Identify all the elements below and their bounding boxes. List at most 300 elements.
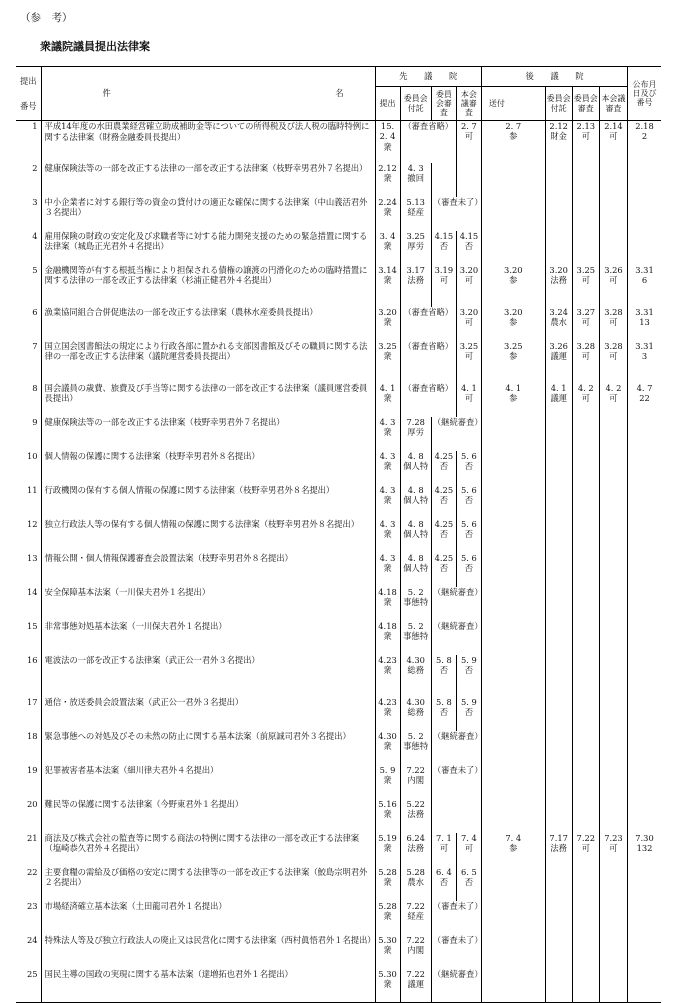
sh-committee-rev-cell: [572, 587, 599, 621]
bill-number: 9: [16, 417, 41, 451]
fh-committee-rev-cell: 4.25 否: [431, 485, 456, 519]
sh-committee-ref-cell: [545, 417, 572, 451]
sh-send-cell: [481, 731, 545, 765]
bill-number: 19: [16, 765, 41, 799]
sh-committee-rev-header: 委員会審査: [572, 87, 599, 121]
sh-committee-ref-cell: [545, 451, 572, 485]
sh-send-cell: [481, 935, 545, 969]
sh-committee-rev-cell: [572, 231, 599, 265]
sh-committee-rev-cell: 7.22 可: [572, 833, 599, 867]
fh-committee-ref-cell: 5.13 経産: [400, 197, 431, 231]
sh-plenary-cell: [599, 197, 627, 231]
table-row: [16, 969, 661, 1003]
fh-plenary-cell: [456, 163, 481, 197]
sh-committee-rev-cell: [572, 417, 599, 451]
promulgation-cell: [628, 799, 661, 833]
bill-number: 11: [16, 485, 41, 519]
sh-committee-ref-cell: [545, 519, 572, 553]
sh-plenary-cell: [599, 587, 627, 621]
fh-status-cell: （審査省略）: [400, 383, 456, 417]
col-name-header: [41, 67, 375, 121]
sh-committee-rev-cell: [572, 519, 599, 553]
sh-send-cell: [481, 655, 545, 697]
sh-plenary-cell: 4. 2 可: [599, 383, 627, 417]
fh-plenary-cell: 5. 9 否: [456, 697, 481, 731]
bill-number: 13: [16, 553, 41, 587]
sh-plenary-cell: [599, 969, 627, 1003]
bill-name: 通信・放送委員会設置法案（武正公一君外３名提出）: [44, 696, 244, 707]
fh-plenary-cell: 5. 9 否: [456, 655, 481, 697]
promulgation-cell: [628, 901, 661, 935]
table-row: [16, 765, 661, 799]
bill-name: 情報公開・個人情報保護審査会設置法案（枝野幸男君外８名提出）: [44, 552, 293, 563]
promulgation-cell: [628, 765, 661, 799]
sh-committee-rev-cell: [572, 867, 599, 901]
table-row: [16, 901, 661, 935]
promulgation-cell: 4. 7 22: [636, 382, 653, 403]
bill-number: 12: [16, 519, 41, 553]
table-row: [16, 655, 661, 697]
table-row: [16, 935, 661, 969]
fh-submit-cell: 3. 4 衆: [375, 231, 400, 265]
sh-committee-rev-cell: 3.28 可: [572, 341, 599, 383]
sh-send-cell: [481, 451, 545, 485]
sh-send-cell: 3.25 参: [504, 340, 523, 361]
bill-number: 21: [16, 833, 41, 867]
fh-committee-ref-cell: 4. 8 個人特: [400, 485, 431, 519]
sh-committee-ref-cell: 3.20 法務: [545, 265, 572, 307]
second-house-header: 後 議 院: [481, 67, 627, 87]
fh-submit-cell: 4. 1 衆: [375, 383, 400, 417]
sh-committee-ref-cell: 7.17 法務: [545, 833, 572, 867]
fh-plenary-cell: 6. 5 否: [456, 867, 481, 901]
bill-name: 犯罪被害者基本法案（細川律夫君外４名提出）: [44, 764, 219, 775]
bill-name: 難民等の保護に関する法律案（今野東君外１名提出）: [44, 798, 244, 809]
sh-send-cell: 7. 4 参: [505, 832, 522, 853]
fh-committee-ref-cell: 4.30 総務: [400, 697, 431, 731]
sh-committee-ref-cell: [545, 485, 572, 519]
sh-plenary-cell: [599, 417, 627, 451]
sh-committee-ref-cell: 2.12 財金: [545, 121, 572, 163]
bill-number: 8: [16, 383, 41, 417]
sh-plenary-cell: [599, 867, 627, 901]
sh-send-cell: [481, 587, 545, 621]
spacer-header: [512, 87, 545, 121]
bill-name: 特殊法人等及び独立行政法人の廃止又は民営化に関する法律案（西村眞悟君外１名提出）: [44, 934, 376, 945]
sh-send-cell: [481, 799, 545, 833]
promulgation-cell: 3.31 3: [635, 340, 654, 361]
sh-committee-ref-cell: [545, 867, 572, 901]
col-name-left: 件: [102, 88, 111, 99]
table-row: [16, 383, 661, 417]
bill-name: 安全保障基本法案（一川保夫君外１名提出）: [44, 586, 211, 597]
fh-status-cell: （審査省略）: [400, 307, 456, 341]
fh-submit-cell: 5.28 衆: [375, 901, 400, 935]
fh-submit-cell: 5.30 衆: [375, 935, 400, 969]
promulgation-cell: [628, 867, 661, 901]
bill-name: 国民主導の国政の実現に関する基本法案（達増拓也君外１名提出）: [41, 969, 375, 1003]
fh-submit-cell: 4.18 衆: [375, 621, 400, 655]
fh-submit-cell: 5.28 衆: [375, 867, 400, 901]
bill-name: 金融機関等が有する根抵当権により担保される債権の譲渡の円滑化のための臨時措置に関する法律の一部を改正する法律案（杉浦正健君外４名提出）: [44, 264, 368, 285]
bills-table: [16, 66, 661, 1003]
fh-committee-ref-cell: 4. 8 個人特: [400, 553, 431, 587]
fh-submit-cell: 4. 3 衆: [375, 485, 400, 519]
fh-committee-rev-cell: 4.15 否: [431, 231, 456, 265]
promulgation-cell: 3.31 13: [635, 306, 654, 327]
table-row: [16, 697, 661, 731]
sh-plenary-cell: [599, 163, 627, 197]
bill-name: 健康保険法等の一部を改正する法律の一部を改正する法律案（枝野幸男君外７名提出）: [44, 162, 368, 173]
sh-committee-ref-cell: 4. 1 議運: [545, 383, 572, 417]
fh-committee-ref-cell: 3.17 法務: [400, 265, 431, 307]
promulgation-cell: [628, 197, 661, 231]
sh-plenary-cell: [599, 697, 627, 731]
fh-committee-ref-cell: 5. 2 事態特: [400, 731, 431, 765]
bill-number: 10: [16, 451, 41, 485]
promulgation-cell: [628, 621, 661, 655]
col-name-right: 名: [335, 88, 344, 99]
bill-name: 緊急事態への対処及びその未然の防止に関する基本法案（前原誠司君外３名提出）: [44, 730, 351, 741]
promulgation-cell: [628, 587, 661, 621]
sh-send-cell: [481, 553, 545, 587]
fh-status-cell: （継続審査）: [431, 731, 481, 765]
fh-submit-header: 提出: [375, 87, 400, 121]
fh-committee-ref-cell: 7.22 議運: [400, 969, 431, 1003]
bill-number: 7: [16, 341, 41, 383]
table-row: [16, 265, 661, 307]
col-no-top: 提出: [19, 76, 37, 87]
sh-committee-ref-cell: [545, 969, 572, 1003]
table-row: [16, 451, 661, 485]
fh-plenary-cell: 4. 1 可: [456, 383, 481, 417]
sh-committee-rev-cell: [572, 969, 599, 1003]
sh-plenary-cell: 2.14 可: [599, 121, 627, 163]
promulgation-cell: [628, 485, 661, 519]
fh-committee-ref-cell: 4.30 総務: [400, 655, 431, 697]
reference-label: （参 考）: [20, 12, 73, 24]
bill-number: 23: [16, 901, 41, 935]
sh-committee-rev-cell: [572, 799, 599, 833]
promulgation-cell: [628, 969, 661, 1003]
sh-committee-rev-cell: [572, 935, 599, 969]
sh-plenary-cell: [599, 553, 627, 587]
sh-plenary-cell: [599, 731, 627, 765]
promulgation-cell: [628, 731, 661, 765]
fh-committee-rev-cell: 4.25 否: [431, 451, 456, 485]
sh-committee-ref-cell: 3.24 農水: [545, 307, 572, 341]
bill-number: 24: [16, 935, 41, 969]
table-row: [16, 417, 661, 451]
fh-committee-ref-cell: 5. 2 事態特: [400, 621, 431, 655]
table-row: [16, 121, 661, 163]
sh-committee-ref-cell: [545, 163, 572, 197]
fh-committee-ref-cell: 7.22 内閣: [400, 935, 431, 969]
sh-plenary-cell: [599, 901, 627, 935]
sh-committee-rev-cell: 3.27 可: [572, 307, 599, 341]
bill-number: 22: [16, 867, 41, 901]
bill-name: 個人情報の保護に関する法律案（枝野幸男君外８名提出）: [44, 450, 260, 461]
fh-plenary-cell: 3.25 可: [456, 341, 481, 383]
sh-send-cell: [481, 417, 545, 451]
sh-send-cell: 4. 1 参: [505, 382, 522, 403]
fh-committee-ref-cell: 7.22 内閣: [400, 765, 431, 799]
sh-plenary-cell: [599, 519, 627, 553]
bill-name: 非常事態対処基本法案（一川保夫君外１名提出）: [44, 620, 227, 631]
fh-plenary-header: 本会議審査: [456, 87, 481, 121]
fh-committee-rev-header: 委員会審査: [431, 87, 456, 121]
sh-committee-ref-cell: [545, 799, 572, 833]
sh-plenary-header: 本会議審査: [599, 87, 627, 121]
fh-status-cell: （継続審査）: [431, 621, 481, 655]
fh-submit-cell: 5.16 衆: [375, 799, 400, 833]
sh-plenary-cell: [599, 799, 627, 833]
sh-committee-ref-cell: [545, 231, 572, 265]
sh-send-cell: [481, 765, 545, 799]
sh-committee-rev-cell: [572, 765, 599, 799]
sh-committee-ref-cell: [545, 901, 572, 935]
bill-name: 電波法の一部を改正する法律案（武正公一君外３名提出）: [44, 654, 260, 665]
table-row: [16, 833, 661, 867]
sh-plenary-cell: 7.23 可: [599, 833, 627, 867]
fh-plenary-cell: 5. 6 否: [456, 451, 481, 485]
sh-committee-rev-cell: 4. 2 可: [572, 383, 599, 417]
fh-submit-cell: 3.14 衆: [375, 265, 400, 307]
sh-committee-rev-cell: [572, 485, 599, 519]
table-row: [16, 731, 661, 765]
fh-committee-rev-cell: 4.25 否: [431, 519, 456, 553]
fh-submit-cell: 4.18 衆: [375, 587, 400, 621]
fh-plenary-cell: 3.20 可: [456, 265, 481, 307]
fh-committee-rev-cell: 5. 8 否: [431, 655, 456, 697]
fh-submit-cell: 4. 3 衆: [375, 451, 400, 485]
bill-number: 18: [16, 731, 41, 765]
fh-submit-cell: 4. 3 衆: [375, 417, 400, 451]
bill-number: 14: [16, 587, 41, 621]
sh-committee-ref-header: 委員会付託: [545, 87, 572, 121]
fh-plenary-cell: 5. 6 否: [456, 519, 481, 553]
fh-status-cell: （審査省略）: [400, 341, 456, 383]
sh-committee-rev-cell: [572, 553, 599, 587]
fh-committee-rev-cell: 6. 4 否: [431, 867, 456, 901]
sh-plenary-cell: 3.28 可: [599, 341, 627, 383]
fh-submit-cell: 2.12 衆: [375, 163, 400, 197]
promulgation-cell: [628, 697, 661, 731]
bill-name: 市場経済確立基本法案（土田龍司君外１名提出）: [44, 900, 227, 911]
page-title: 衆議院議員提出法律案: [40, 40, 150, 53]
fh-submit-cell: 5.19 衆: [375, 833, 400, 867]
first-house-header: 先 議 院: [375, 67, 481, 87]
fh-submit-cell: 4.23 衆: [375, 697, 400, 731]
fh-committee-ref-cell: 7.28 厚労: [400, 417, 431, 451]
fh-status-cell: （審査未了）: [431, 765, 481, 799]
fh-plenary-cell: 5. 6 否: [456, 553, 481, 587]
bill-name: 健康保険法等の一部を改正する法律案（枝野幸男君外７名提出）: [44, 416, 285, 427]
sh-committee-rev-cell: 3.25 可: [572, 265, 599, 307]
sh-committee-rev-cell: [572, 731, 599, 765]
fh-submit-cell: 3.25 衆: [375, 341, 400, 383]
sh-plenary-cell: [599, 231, 627, 265]
col-no-bottom: 番号: [19, 100, 37, 111]
table-row: [16, 519, 661, 553]
promulgation-cell: [628, 451, 661, 485]
bill-number: 20: [16, 799, 41, 833]
sh-plenary-cell: [599, 655, 627, 697]
fh-plenary-cell: 5. 6 否: [456, 485, 481, 519]
fh-committee-ref-cell: 4. 8 個人特: [400, 451, 431, 485]
sh-committee-rev-cell: [572, 197, 599, 231]
sh-committee-ref-cell: [545, 553, 572, 587]
promulgation-cell: 2.18 2: [635, 121, 654, 142]
bill-name: 国立国会図書館法の規定により行政各部に置かれる支部図書館及びその職員に関する法律の一部を改正する法律案（議院運営委員長提出）: [44, 340, 368, 361]
sh-send-cell: 3.20 参: [504, 264, 523, 285]
bill-number: 6: [16, 307, 41, 341]
fh-submit-cell: 4.23 衆: [375, 655, 400, 697]
fh-submit-cell: 15. 2. 4 衆: [375, 121, 400, 163]
bill-name: 中小企業者に対する銀行等の資金の貸付けの適正な確保に関する法律案（中山義活君外３名提出）: [44, 196, 368, 217]
promulgation-cell: 3.31 6: [635, 264, 654, 285]
fh-status-cell: （継続審査）: [431, 587, 481, 621]
table-row: [16, 553, 661, 587]
fh-committee-ref-cell: 5.28 農水: [400, 867, 431, 901]
sh-plenary-cell: [599, 765, 627, 799]
bill-number: 2: [16, 163, 41, 197]
table-row: [16, 621, 661, 655]
sh-send-header: 送付: [481, 87, 511, 121]
sh-committee-rev-cell: [572, 655, 599, 697]
sh-committee-ref-cell: [545, 655, 572, 697]
fh-plenary-cell: 4.15 否: [456, 231, 481, 265]
sh-send-cell: [481, 697, 545, 731]
table-row: [16, 799, 661, 833]
fh-committee-ref-cell: 6.24 法務: [400, 833, 431, 867]
fh-submit-cell: 2.24 衆: [375, 197, 400, 231]
sh-send-cell: [481, 867, 545, 901]
fh-status-cell: [431, 799, 481, 833]
fh-submit-cell: 4.30 衆: [375, 731, 400, 765]
bill-number: 3: [16, 197, 41, 231]
fh-committee-rev-cell: 4.25 否: [431, 553, 456, 587]
table-row: [16, 163, 661, 197]
fh-submit-cell: 4. 3 衆: [375, 553, 400, 587]
bill-number: 4: [16, 231, 41, 265]
sh-committee-rev-cell: [572, 621, 599, 655]
bill-name: 平成14年度の水田農業経営確立助成補助金等についての所得税及び法人税の臨時特例に関する法律案（財務金融委員長提出）: [44, 121, 370, 142]
bill-number: 5: [16, 265, 41, 307]
fh-committee-ref-cell: 5. 2 事態特: [400, 587, 431, 621]
table-row: [16, 197, 661, 231]
sh-send-cell: [481, 197, 545, 231]
promulgation-header: 公布月日及び番号: [628, 67, 661, 121]
sh-committee-rev-cell: [572, 697, 599, 731]
sh-committee-ref-cell: 3.26 議運: [545, 341, 572, 383]
promulgation-cell: [628, 417, 661, 451]
fh-committee-ref-cell: 3.25 厚労: [400, 231, 431, 265]
bill-number: 17: [16, 697, 41, 731]
fh-committee-rev-cell: [431, 163, 456, 197]
sh-committee-rev-cell: [572, 451, 599, 485]
bill-name: 雇用保険の財政の安定化及び求職者等に対する能力開発支援のための緊急措置に関する法律案（城島正光君外４名提出）: [44, 230, 368, 251]
sh-committee-ref-cell: [545, 621, 572, 655]
sh-committee-rev-cell: 2.13 可: [572, 121, 599, 163]
fh-committee-ref-cell: 5.22 法務: [400, 799, 431, 833]
sh-plenary-cell: 3.28 可: [599, 307, 627, 341]
bill-name: 独立行政法人等の保有する個人情報の保護に関する法律案（枝野幸男君外８名提出）: [44, 518, 359, 529]
sh-send-cell: 2. 7 参: [505, 121, 522, 142]
col-no-header: [16, 67, 41, 121]
fh-committee-ref-cell: 4. 3 撤回: [400, 163, 431, 197]
promulgation-cell: [628, 935, 661, 969]
fh-submit-cell: 5.30 衆: [375, 969, 400, 1003]
sh-send-cell: [481, 485, 545, 519]
fh-committee-ref-cell: 4. 8 個人特: [400, 519, 431, 553]
table-row: [16, 867, 661, 901]
fh-committee-rev-cell: 5. 8 否: [431, 697, 456, 731]
fh-submit-cell: 4. 3 衆: [375, 519, 400, 553]
table-row: [16, 307, 661, 341]
promulgation-cell: 7.30 132: [635, 832, 654, 853]
sh-plenary-cell: [599, 485, 627, 519]
bill-number: 25: [16, 969, 41, 1003]
bill-number: 16: [16, 655, 41, 697]
sh-send-cell: [481, 163, 545, 197]
bill-name: 商法及び株式会社の監査等に関する商法の特例に関する法律の一部を改正する法律案（塩崎恭久君外４名提出）: [44, 832, 359, 853]
sh-plenary-cell: [599, 935, 627, 969]
fh-status-cell: （審査未了）: [431, 935, 481, 969]
fh-status-cell: （審査省略）: [400, 121, 456, 163]
table-row: [16, 341, 661, 383]
sh-plenary-cell: 3.26 可: [599, 265, 627, 307]
sh-committee-ref-cell: [545, 935, 572, 969]
fh-committee-rev-cell: 3.19 可: [431, 265, 456, 307]
promulgation-cell: [628, 163, 661, 197]
fh-status-cell: （審査未了）: [431, 197, 481, 231]
sh-committee-ref-cell: [545, 197, 572, 231]
bill-number: 1: [16, 121, 41, 163]
sh-send-cell: [481, 621, 545, 655]
promulgation-cell: [628, 231, 661, 265]
bill-number: 15: [16, 621, 41, 655]
fh-status-cell: （審査未了）: [431, 901, 481, 935]
fh-status-cell: （継続審査）: [431, 417, 481, 451]
fh-plenary-cell: 7. 4 可: [456, 833, 481, 867]
sh-committee-ref-cell: [545, 587, 572, 621]
sh-committee-ref-cell: [545, 697, 572, 731]
sh-send-cell: [481, 969, 545, 1003]
fh-submit-cell: 5. 9 衆: [375, 765, 400, 799]
fh-status-cell: （継続審査）: [431, 969, 481, 1003]
fh-plenary-cell: 3.20 可: [456, 307, 481, 341]
promulgation-cell: [628, 553, 661, 587]
sh-committee-ref-cell: [545, 731, 572, 765]
sh-committee-ref-cell: [545, 765, 572, 799]
sh-send-cell: [481, 231, 545, 265]
promulgation-cell: [628, 655, 661, 697]
fh-submit-cell: 3.20 衆: [375, 307, 400, 341]
bill-name: 主要食糧の需給及び価格の安定に関する法律等の一部を改正する法律案（鮫島宗明君外２名提出）: [44, 866, 368, 887]
sh-committee-rev-cell: [572, 901, 599, 935]
table-row: [16, 231, 661, 265]
bill-name: 国会議員の歳費、旅費及び手当等に関する法律の一部を改正する法律案（議員運営委員長提出）: [44, 382, 368, 403]
sh-plenary-cell: [599, 451, 627, 485]
fh-plenary-cell: 2. 7 可: [456, 121, 481, 163]
sh-send-cell: [481, 901, 545, 935]
promulgation-cell: [628, 519, 661, 553]
sh-send-cell: 3.20 参: [504, 306, 523, 327]
fh-committee-ref-header: 委員会付託: [400, 87, 431, 121]
fh-committee-ref-cell: 7.22 経産: [400, 901, 431, 935]
sh-committee-rev-cell: [572, 163, 599, 197]
